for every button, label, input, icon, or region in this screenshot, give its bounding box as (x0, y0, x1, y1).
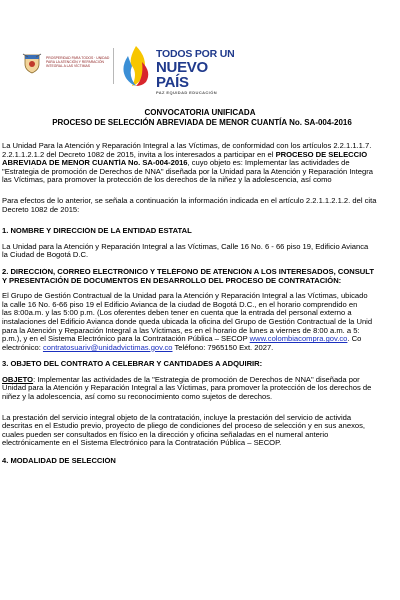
intro-line: La Unidad Para la Atención y Reparación Integral a las Víctimas, de conformidad con los artículos 2.2.1.1.1.7. (2, 142, 372, 150)
logo-line-3: PAZ EQUIDAD EDUCACIÓN (156, 90, 217, 95)
section-2-text: electrónico: (2, 343, 43, 352)
section-3-line: niñez y la adolescencia, así como su reconocimiento como sujetos de derechos. (2, 393, 273, 402)
section-2-paragraph (0, 292, 400, 352)
logo-line-1: TODOS POR UN (156, 48, 235, 60)
section-2-text: p.m.), y en el Sistema Electrónico para la Contratación Pública – SECOP (2, 335, 250, 344)
section-2-heading-line: 2. DIRECCIÓN, CORREO ELECTRÓNICO Y TELÉFONO DE ATENCIÓN A LOS INTERESADOS, CONSULT (2, 267, 374, 276)
contact-email-link[interactable]: contratosuariv@unidadvictimas.gov.co (42, 343, 173, 352)
logo-line-2: NUEVO PAÍS (156, 59, 208, 91)
section-4-heading: 4. MODALIDAD DE SELECCIÓN (2, 457, 116, 466)
section-1-line: La Unidad para la Atención y Reparación Integral a las Víctimas, Calle 16 No. 6 - 66 piso 19, Edificio Avianca (2, 242, 369, 251)
intro-paragraph (0, 142, 400, 185)
nuevo-pais-wordmark (156, 48, 238, 96)
section-3-line: descritas en el Estudio previo, proyecto de pliego de condiciones del proceso de selección y en sus anexos, (2, 422, 366, 431)
colombiacompra-link[interactable]: www.colombiacompra.gov.co (249, 335, 348, 344)
section-3-heading: 3. OBJETO DEL CONTRATO A CELEBRAR Y CANTIDADES A ADQUIRIR: (2, 360, 263, 369)
section-2-line: instalaciones del Edificio Avianca donde queda ubicada la oficina del Grupo de Gestión Contractual de la Unid (2, 317, 373, 326)
intro-line (2, 159, 400, 168)
section-2-text: Teléfono: 7965150 Ext. 2027. (172, 343, 274, 352)
section-3-line: electrónicamente en el Sistema Electrónico para la Contratación Pública – SECOP. (2, 439, 282, 448)
document-header (0, 0, 400, 100)
unidad-victimas-logo (22, 52, 114, 76)
section-1-line: la Ciudad de Bogotá D.C. (2, 251, 89, 260)
section-3-objective (0, 376, 400, 402)
intro2-line: Para efectos de lo anterior, se señala a continuación la información indicada en el artículo 2.2.1.1.2.1.2. del cita (2, 196, 377, 205)
intro-line: "Estrategia de promoción de Derechos de NNA" diseñada por la Unidad para la Atención y Reparación Integra (2, 167, 373, 176)
section-3-paragraph-2 (0, 414, 400, 448)
logo-divider (113, 48, 114, 84)
intro2-line: Decreto 1082 de 2015: (2, 205, 80, 214)
section-2-heading-line: Y PRESENTACIÓN DE DOCUMENTOS EN DESARROLLO DEL PROCESO DE CONTRATACIÓN: (2, 275, 342, 285)
colombia-crest-icon (22, 52, 42, 74)
intro-bold: PROCESO DE SELECCIÓ (275, 150, 368, 159)
section-2-line: las 8:00a.m. y las 5:00 p.m. (Los oferentes deben tener en cuenta que la entrada del personal externo a (2, 309, 352, 318)
section-1-heading: 1. NOMBRE Y DIRECCIÓN DE LA ENTIDAD ESTATAL (2, 227, 192, 236)
section-2-text: . Co (347, 335, 362, 344)
doc-title: CONVOCATORIA UNIFICADA (144, 108, 256, 117)
intro-text: 2.2.1.1.2.1.2 del Decreto 1082 de 2015, invita a los interesados a participar en el (2, 150, 276, 159)
section-3-line (2, 376, 400, 385)
intro-line: las Víctimas, para promover la protección de los derechos de la niñez y la adolescencia, así como (2, 176, 332, 185)
section-1-paragraph (0, 243, 400, 260)
section-3-text: : Implementar las actividades de la "Estrategia de promoción de Derechos de NNA" diseñada por (33, 375, 360, 384)
section-2-line (2, 344, 400, 353)
section-3-line: La prestación del servicio integral objeto de la contratación, incluye la prestación del servicio de activida (2, 413, 352, 422)
intro-text: , cuyo objeto es: Implementar las actividades de (187, 159, 350, 168)
section-2-heading (0, 268, 400, 285)
section-3-line: cuales pueden ser consultados en físico en la dirección y oficina señaladas en el numeral anterio (2, 430, 329, 439)
intro2-paragraph (0, 197, 400, 214)
intro-line (2, 151, 400, 160)
left-logo-text: PROSPERIDAD PARA TODOS · UNIDAD PARA LA ATENCIÓN Y REPARACIÓN INTEGRAL A LAS VÍCTIMAS (46, 56, 110, 68)
document-body (0, 108, 400, 473)
intro-bold: ABREVIADA DE MENOR CUANTÍA No. SA-004-2016 (2, 159, 188, 168)
todos-por-un-nuevo-pais-logo (118, 44, 238, 95)
section-3-line: Unidad para la Atención y Reparación Integral a las Víctimas, para promover la protección de los derechos de (2, 384, 372, 393)
nuevo-pais-flame-icon (118, 44, 154, 88)
section-2-line (2, 335, 400, 344)
section-2-line: para la Atención y Reparación Integral a las Víctimas, es en el horario de lunes a viernes de 8:00 a.m. a 5: (2, 326, 360, 335)
objective-label: OBJETO (2, 375, 34, 384)
section-2-line: El Grupo de Gestión Contractual de la Unidad para la Atención y Reparación Integral a las Víctimas, ubicado (2, 292, 368, 301)
doc-subtitle: PROCESO DE SELECCIÓN ABREVIADA DE MENOR CUANTÍA No. SA-004-2016 (52, 118, 352, 127)
section-2-line: la calle 16 No. 6-66 piso 19 el Edificio Avianca de la ciudad de Bogotá D.C., en el horario comprendido en (2, 300, 358, 309)
